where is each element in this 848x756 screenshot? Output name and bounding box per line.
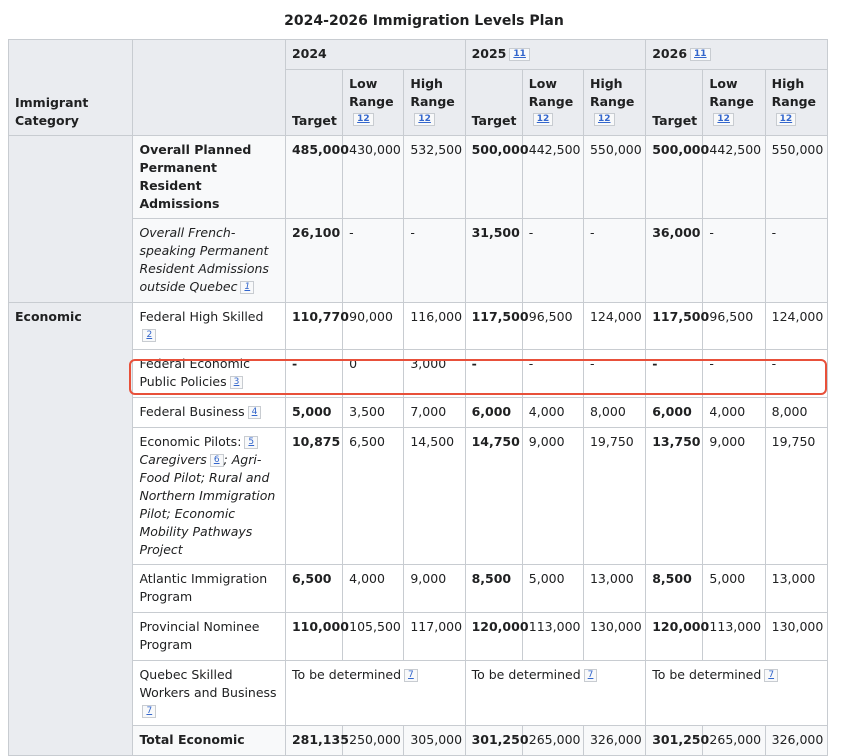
low-range-value: 265,000 <box>522 726 583 756</box>
category-header: Immigrant Category <box>9 40 133 136</box>
program-header <box>133 40 286 136</box>
to-be-determined-cell: To be determined 7 <box>646 661 828 726</box>
table-row <box>9 136 828 219</box>
to-be-determined-cell: To be determined 7 <box>285 661 465 726</box>
high-range-value: - <box>583 219 645 303</box>
high-range-value: 550,000 <box>583 136 645 219</box>
category-cell: Economic <box>9 303 133 756</box>
program-cell: Federal Business 4 <box>133 398 286 428</box>
low-range-value: 442,500 <box>522 136 583 219</box>
reference-link[interactable]: 12 <box>353 113 374 126</box>
reference-link[interactable]: 3 <box>230 376 244 389</box>
target-value: 10,875 <box>285 428 342 565</box>
low-range-header: Low Range 12 <box>522 70 583 136</box>
target-value: - <box>646 350 703 398</box>
target-value: 8,500 <box>646 565 703 613</box>
target-header: Target <box>465 70 522 136</box>
reference-link[interactable]: 5 <box>244 436 258 449</box>
target-value: 5,000 <box>285 398 342 428</box>
high-range-value: 3,000 <box>404 350 465 398</box>
target-value: 120,000 <box>465 613 522 661</box>
target-value: 301,250 <box>465 726 522 756</box>
low-range-value: 96,500 <box>703 303 765 350</box>
reference-link[interactable]: 6 <box>210 454 224 467</box>
low-range-value: 5,000 <box>522 565 583 613</box>
low-range-value: 105,500 <box>343 613 404 661</box>
program-cell: Economic Pilots: 5 Caregivers 6 ; Agri-Food Pilot; Rural and Northern Immigration Pilot; Economic Mobility Pathways Project <box>133 428 286 565</box>
high-range-value: 532,500 <box>404 136 465 219</box>
target-value: - <box>465 350 522 398</box>
target-value: 110,770 <box>285 303 342 350</box>
high-range-value: 13,000 <box>765 565 827 613</box>
target-value: 301,250 <box>646 726 703 756</box>
high-range-value: - <box>583 350 645 398</box>
high-range-value: 8,000 <box>765 398 827 428</box>
reference-link[interactable]: 7 <box>142 705 156 718</box>
high-range-value: - <box>765 219 827 303</box>
low-range-value: 4,000 <box>522 398 583 428</box>
low-range-header: Low Range 12 <box>703 70 765 136</box>
high-range-header: High Range 12 <box>583 70 645 136</box>
reference-link[interactable]: 7 <box>584 669 598 682</box>
program-cell: Overall French-speaking Permanent Resident Admissions outside Quebec 1 <box>133 219 286 303</box>
target-value: - <box>285 350 342 398</box>
year-header-2024: 2024 <box>285 40 465 70</box>
year-header-2025: 2025 11 <box>465 40 646 70</box>
table-row <box>9 303 828 350</box>
program-cell: Atlantic Immigration Program <box>133 565 286 613</box>
high-range-value: 130,000 <box>765 613 827 661</box>
high-range-value: 13,000 <box>583 565 645 613</box>
page-title: 2024-2026 Immigration Levels Plan <box>284 13 564 29</box>
program-cell: Provincial Nominee Program <box>133 613 286 661</box>
target-value: 117,500 <box>646 303 703 350</box>
low-range-value: 113,000 <box>703 613 765 661</box>
high-range-value: 7,000 <box>404 398 465 428</box>
target-value: 36,000 <box>646 219 703 303</box>
low-range-value: 96,500 <box>522 303 583 350</box>
reference-link[interactable]: 12 <box>713 113 734 126</box>
low-range-value: 90,000 <box>343 303 404 350</box>
high-range-header: High Range 12 <box>404 70 465 136</box>
target-value: 14,750 <box>465 428 522 565</box>
low-range-value: 9,000 <box>703 428 765 565</box>
low-range-value: - <box>522 350 583 398</box>
low-range-value: 9,000 <box>522 428 583 565</box>
target-value: 13,750 <box>646 428 703 565</box>
high-range-value: 19,750 <box>583 428 645 565</box>
program-cell: Quebec Skilled Workers and Business7 <box>133 661 286 726</box>
reference-link[interactable]: 12 <box>776 113 797 126</box>
target-value: 120,000 <box>646 613 703 661</box>
high-range-value: 130,000 <box>583 613 645 661</box>
target-value: 26,100 <box>285 219 342 303</box>
low-range-value: 3,500 <box>343 398 404 428</box>
immigration-levels-table <box>8 39 828 756</box>
reference-link[interactable]: 4 <box>248 406 262 419</box>
low-range-value: 0 <box>343 350 404 398</box>
program-cell: Federal High Skilled2 <box>133 303 286 350</box>
high-range-value: 305,000 <box>404 726 465 756</box>
low-range-value: 430,000 <box>343 136 404 219</box>
high-range-value: 14,500 <box>404 428 465 565</box>
program-cell: Total Economic <box>133 726 286 756</box>
target-value: 6,000 <box>646 398 703 428</box>
target-value: 485,000 <box>285 136 342 219</box>
low-range-value: 4,000 <box>343 565 404 613</box>
target-header: Target <box>285 70 342 136</box>
low-range-header: Low Range 12 <box>343 70 404 136</box>
high-range-value: 117,000 <box>404 613 465 661</box>
reference-link[interactable]: 2 <box>142 329 156 342</box>
low-range-value: - <box>703 219 765 303</box>
reference-link[interactable]: 7 <box>764 669 778 682</box>
high-range-value: - <box>765 350 827 398</box>
target-value: 8,500 <box>465 565 522 613</box>
low-range-value: 5,000 <box>703 565 765 613</box>
reference-link[interactable]: 1 <box>240 281 254 294</box>
reference-link[interactable]: 12 <box>594 113 615 126</box>
target-value: 110,000 <box>285 613 342 661</box>
low-range-value: 250,000 <box>343 726 404 756</box>
high-range-value: 124,000 <box>765 303 827 350</box>
program-cell: Federal Economic Public Policies 3 <box>133 350 286 398</box>
target-header: Target <box>646 70 703 136</box>
high-range-value: - <box>404 219 465 303</box>
high-range-header: High Range 12 <box>765 70 827 136</box>
low-range-value: 442,500 <box>703 136 765 219</box>
high-range-value: 19,750 <box>765 428 827 565</box>
high-range-value: 116,000 <box>404 303 465 350</box>
reference-link[interactable]: 12 <box>533 113 554 126</box>
high-range-value: 124,000 <box>583 303 645 350</box>
to-be-determined-cell: To be determined 7 <box>465 661 646 726</box>
target-value: 500,000 <box>646 136 703 219</box>
target-value: 500,000 <box>465 136 522 219</box>
high-range-value: 8,000 <box>583 398 645 428</box>
reference-link[interactable]: 11 <box>690 48 711 61</box>
target-value: 6,000 <box>465 398 522 428</box>
low-range-value: - <box>343 219 404 303</box>
low-range-value: 4,000 <box>703 398 765 428</box>
reference-link[interactable]: 7 <box>404 669 418 682</box>
low-range-value: - <box>522 219 583 303</box>
category-cell <box>9 136 133 303</box>
high-range-value: 9,000 <box>404 565 465 613</box>
reference-link[interactable]: 11 <box>509 48 530 61</box>
low-range-value: - <box>703 350 765 398</box>
program-cell: Overall Planned Permanent Resident Admissions <box>133 136 286 219</box>
high-range-value: 326,000 <box>583 726 645 756</box>
target-value: 31,500 <box>465 219 522 303</box>
year-header-2026: 2026 11 <box>646 40 828 70</box>
reference-link[interactable]: 12 <box>414 113 435 126</box>
high-range-value: 326,000 <box>765 726 827 756</box>
target-value: 281,135 <box>285 726 342 756</box>
low-range-value: 113,000 <box>522 613 583 661</box>
target-value: 6,500 <box>285 565 342 613</box>
target-value: 117,500 <box>465 303 522 350</box>
low-range-value: 265,000 <box>703 726 765 756</box>
high-range-value: 550,000 <box>765 136 827 219</box>
low-range-value: 6,500 <box>343 428 404 565</box>
